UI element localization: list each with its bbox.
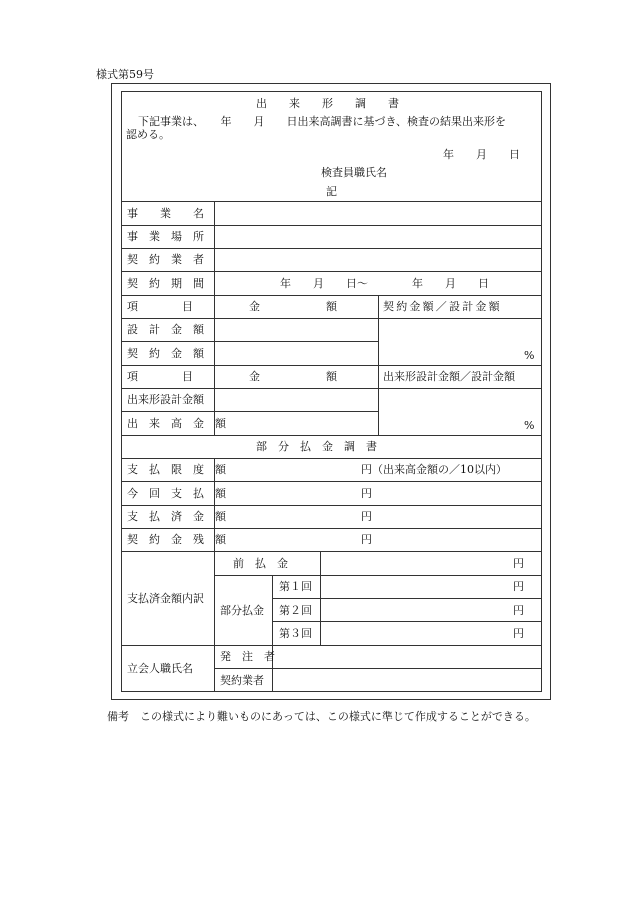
round-2-label: 第２回 (279, 604, 312, 617)
jigyo-basho-label: 事 業 場 所 (127, 230, 204, 243)
payment-title: 部 分 払 金 調 書 (256, 440, 377, 453)
kingaku-header-2: 金 額 (249, 370, 337, 383)
konkai-shiharai-label: 今 回 支 払 額 (127, 487, 226, 500)
percent-2: % (524, 419, 535, 432)
ratio-header-2: 出来形設計金額／設計金額 (383, 370, 515, 383)
form-title: 出 来 形 調 書 (256, 97, 399, 110)
jigyo-mei-label: 事 業 名 (127, 207, 204, 220)
maebarai-yen: 円 (513, 557, 524, 570)
round-3-label: 第３回 (279, 627, 312, 640)
round-3-yen: 円 (513, 627, 524, 640)
koumoku-header-2: 項 目 (127, 370, 193, 383)
breakdown-label: 支払済金額内訳 (127, 592, 204, 605)
hacchusha-label: 発 注 者 (220, 650, 275, 663)
ki-label: 記 (326, 185, 337, 198)
maebarai-label: 前 払 金 (233, 557, 288, 570)
witness-label: 立会人職氏名 (127, 662, 193, 675)
sumi-yen: 円 (361, 510, 372, 523)
statement-line2: 認める。 (126, 128, 170, 141)
sekkei-kingaku-label: 設 計 金 額 (127, 323, 204, 336)
zandaka-yen: 円 (361, 533, 372, 546)
keiyaku-gyosha-label: 契 約 業 者 (127, 253, 204, 266)
form-number: 様式第59号 (96, 68, 154, 81)
ratio-header-1: 契約金額／設計金額 (383, 300, 502, 313)
keiyaku-kikan-value: 年 月 日～ 年 月 日 (280, 277, 489, 290)
shiharai-gendo-label: 支 払 限 度 額 (127, 463, 226, 476)
koumoku-header-1: 項 目 (127, 300, 193, 313)
kingaku-header-1: 金 額 (249, 300, 337, 313)
round-2-yen: 円 (513, 604, 524, 617)
keiyaku-kingaku-label: 契 約 金 額 (127, 347, 204, 360)
round-1-yen: 円 (513, 580, 524, 593)
inspection-date: 年 月 日 (443, 148, 520, 161)
shiharai-gendo-value: 円（出来高金額の／10以内） (361, 463, 507, 476)
dekidaka-kingaku-label: 出 来 高 金 額 (127, 417, 226, 430)
inspector-name-label: 検査員職氏名 (321, 166, 387, 179)
percent-1: % (524, 349, 535, 362)
bubun-barai-label: 部分払金 (220, 604, 264, 617)
round-1-label: 第１回 (279, 580, 312, 593)
keiyaku-zandaka-label: 契 約 金 残 額 (127, 533, 226, 546)
dekigata-sekkei-label: 出来形設計金額 (127, 393, 204, 406)
witness-keiyaku-gyosha-label: 契約業者 (220, 674, 264, 687)
remark-note: 備考 この様式により難いものにあっては、この様式に準じて作成することができる。 (107, 710, 536, 723)
statement-line1: 下記事業は、 年 月 日出来高調書に基づき、検査の結果出来形を (138, 115, 507, 128)
konkai-yen: 円 (361, 487, 372, 500)
shiharai-sumi-label: 支 払 済 金 額 (127, 510, 226, 523)
keiyaku-kikan-label: 契 約 期 間 (127, 277, 204, 290)
